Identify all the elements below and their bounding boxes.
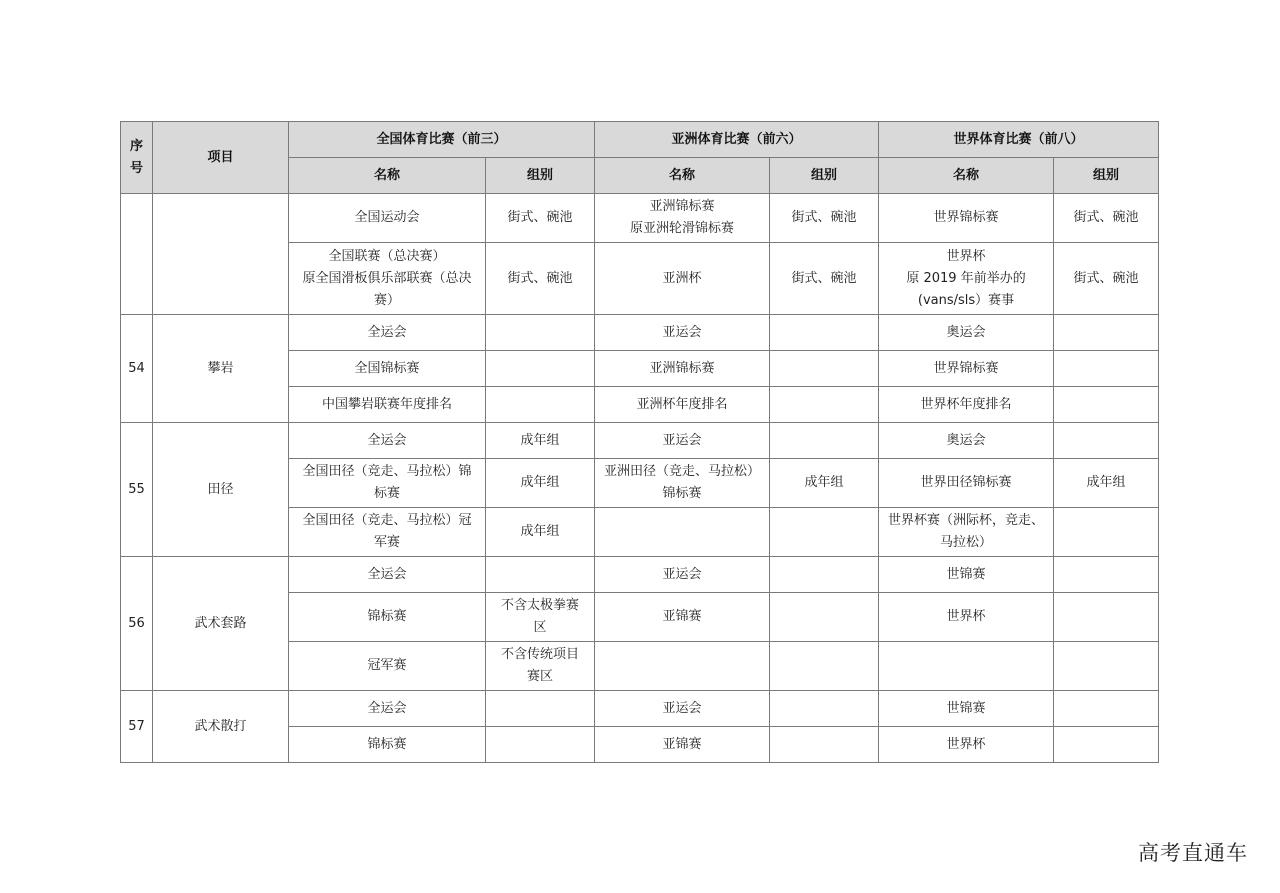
cell-asian-name [595,459,770,508]
cell-asian-name [595,642,770,691]
cell-line: 世界杯年度排名 [920,396,1012,412]
header-national: 全国体育比赛（前三） [289,122,595,158]
cell-national-group [486,593,595,642]
cell-national-name [289,593,486,642]
cell-line: 成年组 [520,432,560,448]
cell-line: 锦标赛 [662,486,702,501]
cell-asian-name [595,315,770,351]
cell-line: 军赛 [373,535,400,550]
cell-national-group [486,642,595,691]
header-world-group: 组别 [1054,158,1159,194]
cell-line: 亚锦赛 [662,609,702,624]
cell-line: 原亚洲轮滑锦标赛 [630,221,735,236]
cell-national-group [486,351,595,387]
cell-world-group [1054,423,1159,459]
header-national-group: 组别 [486,158,595,194]
cell-asian-name [595,508,770,557]
cell-line: 赛） [373,292,400,308]
cell-line: 成年组 [520,524,560,539]
cell-line: 全国运动会 [354,210,420,225]
cell-line: 世界杯赛（洲际杯，竞走、 [888,513,1045,528]
cell-world-name [879,351,1054,387]
cell-national-name [289,387,486,423]
cell-national-group [486,387,595,423]
cell-line: 中国攀岩联赛年度排名 [321,396,452,412]
cell-item: 田径 [153,423,289,557]
cell-national-name [289,459,486,508]
cell-national-group [486,243,595,315]
cell-line: (vans/sls）赛事 [917,292,1015,308]
cell-seq: 57 [121,691,153,763]
cell-item: 攀岩 [153,315,289,423]
header-asian-group: 组别 [770,158,879,194]
table-row [121,423,1159,459]
cell-world-name [879,423,1054,459]
cell-line: 标赛 [373,486,400,501]
table-body [121,194,1159,763]
cell-world-name [879,691,1054,727]
cell-line: 亚洲锦标赛 [649,360,715,376]
cell-line: 成年组 [804,475,844,490]
cell-line: 亚运会 [662,432,702,448]
cell-asian-name [595,423,770,459]
cell-national-group [486,315,595,351]
cell-world-name [879,194,1054,243]
cell-national-group [486,423,595,459]
cell-asian-name [595,727,770,763]
cell-line: 亚洲锦标赛 [649,199,715,214]
cell-line: 不含传统项目 [501,647,580,662]
cell-asian-group [770,351,879,387]
cell-national-name [289,423,486,459]
cell-world-group [1054,508,1159,557]
cell-line: 街式、碗池 [1073,270,1139,286]
cell-line: 世界杯 [946,736,986,752]
cell-line: 区 [533,620,547,635]
cell-national-name [289,691,486,727]
cell-line: 全运会 [367,566,407,582]
cell-world-name [879,508,1054,557]
cell-line: 街式、碗池 [791,210,857,225]
cell-world-name [879,727,1054,763]
cell-world-group [1054,351,1159,387]
cell-line: 街式、碗池 [791,270,857,286]
cell-world-group [1054,459,1159,508]
cell-world-group [1054,593,1159,642]
table-row [121,557,1159,593]
watermark: 高考直通车 [1138,841,1248,865]
cell-line: 亚洲田径（竞走、马拉松） [604,464,761,479]
cell-asian-group [770,243,879,315]
cell-asian-group [770,727,879,763]
cell-national-name [289,727,486,763]
cell-world-group [1054,194,1159,243]
cell-line: 亚洲杯年度排名 [636,396,728,412]
cell-world-group [1054,642,1159,691]
cell-national-group [486,727,595,763]
cell-line: 亚运会 [662,324,702,340]
cell-line: 亚锦赛 [662,736,702,752]
cell-national-group [486,459,595,508]
table-row [121,194,1159,243]
cell-asian-name [595,351,770,387]
cell-world-name [879,557,1054,593]
cell-seq: 55 [121,423,153,557]
cell-seq: 56 [121,557,153,691]
cell-asian-name [595,194,770,243]
competition-table [120,121,1159,763]
cell-line: 全运会 [367,432,407,448]
cell-line: 原全国滑板俱乐部联赛（总决 [302,270,472,286]
cell-line: 成年组 [1086,475,1126,490]
header-asian-name: 名称 [595,158,770,194]
cell-line: 街式、碗池 [507,270,573,286]
cell-national-group [486,557,595,593]
cell-line: 马拉松） [940,535,993,550]
cell-asian-group [770,508,879,557]
cell-line: 世锦赛 [946,700,986,716]
cell-national-name [289,557,486,593]
cell-line: 全国联赛（总决赛） [328,248,446,264]
cell-asian-group [770,387,879,423]
cell-item: 武术散打 [153,691,289,763]
cell-world-name [879,642,1054,691]
cell-asian-group [770,557,879,593]
cell-line: 街式、碗池 [507,210,573,225]
cell-line: 奥运会 [946,324,986,340]
cell-world-group [1054,315,1159,351]
cell-national-name [289,351,486,387]
cell-world-group [1054,691,1159,727]
cell-asian-name [595,691,770,727]
cell-world-name [879,387,1054,423]
cell-national-name [289,642,486,691]
table-row [121,315,1159,351]
cell-world-name [879,459,1054,508]
header-world-name: 名称 [879,158,1054,194]
cell-world-group [1054,557,1159,593]
header-item: 项目 [153,122,289,194]
cell-line: 原 2019 年前举办的 [906,270,1026,286]
cell-world-name [879,593,1054,642]
cell-asian-name [595,557,770,593]
cell-line: 亚运会 [662,700,702,716]
cell-line: 锦标赛 [367,736,407,752]
cell-line: 世界杯 [946,248,986,264]
cell-asian-name [595,593,770,642]
cell-world-group [1054,387,1159,423]
cell-asian-group [770,593,879,642]
cell-line: 世界锦标赛 [933,360,999,376]
table-row [121,691,1159,727]
cell-line: 不含太极拳赛 [501,598,580,613]
cell-world-name [879,315,1054,351]
cell-item [153,194,289,315]
cell-line: 成年组 [520,475,560,490]
cell-national-group [486,691,595,727]
cell-line: 世界锦标赛 [933,210,999,225]
cell-line: 锦标赛 [367,609,407,624]
cell-national-name [289,508,486,557]
cell-national-name [289,194,486,243]
cell-line: 街式、碗池 [1073,210,1139,225]
cell-line: 亚运会 [662,566,702,582]
cell-line: 全运会 [367,324,407,340]
header-seq: 序号 [121,122,153,194]
cell-line: 全运会 [367,700,407,716]
cell-world-group [1054,727,1159,763]
cell-national-name [289,315,486,351]
header-asian: 亚洲体育比赛（前六） [595,122,879,158]
cell-line: 世锦赛 [946,566,986,582]
cell-asian-group [770,423,879,459]
cell-asian-group [770,642,879,691]
cell-asian-group [770,691,879,727]
cell-item: 武术套路 [153,557,289,691]
cell-line: 全国锦标赛 [354,360,420,376]
cell-asian-group [770,315,879,351]
cell-asian-group [770,459,879,508]
cell-line: 全国田径（竞走、马拉松）冠 [302,513,472,528]
cell-line: 赛区 [527,669,554,684]
cell-national-name [289,243,486,315]
cell-asian-name [595,243,770,315]
cell-asian-name [595,387,770,423]
cell-line: 冠军赛 [367,658,407,673]
header-world: 世界体育比赛（前八） [879,122,1159,158]
cell-line: 亚洲杯 [662,270,702,286]
cell-national-group [486,508,595,557]
cell-seq [121,194,153,315]
cell-line: 世界田径锦标赛 [920,475,1012,490]
cell-line: 世界杯 [946,609,986,624]
cell-national-group [486,194,595,243]
cell-asian-group [770,194,879,243]
cell-line: 全国田径（竞走、马拉松）锦 [302,464,472,479]
cell-world-group [1054,243,1159,315]
cell-line: 奥运会 [946,432,986,448]
cell-seq: 54 [121,315,153,423]
cell-world-name [879,243,1054,315]
header-national-name: 名称 [289,158,486,194]
